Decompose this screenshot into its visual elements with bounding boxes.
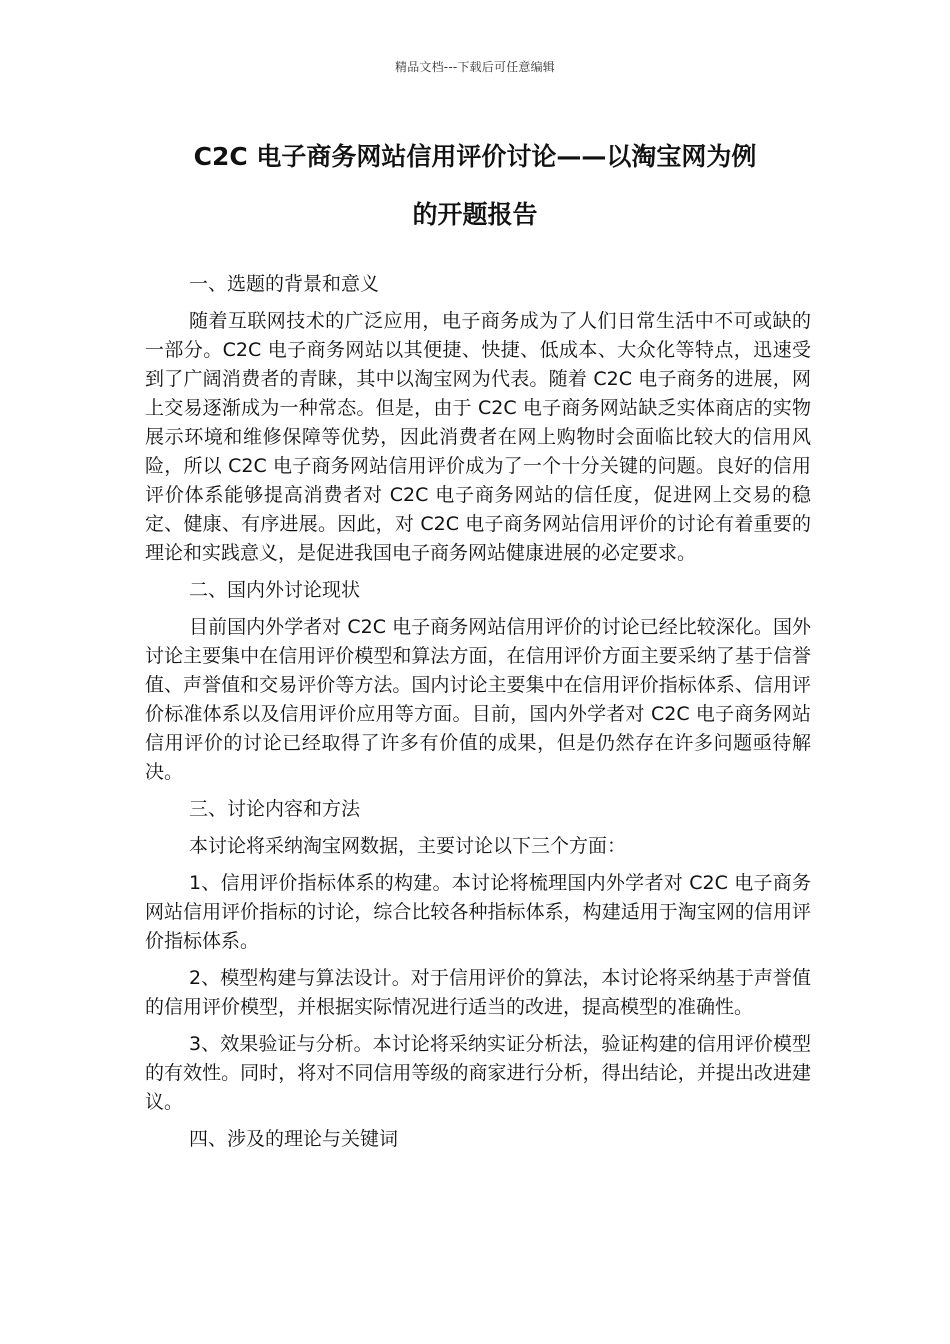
title-line-2: 的开题报告 — [412, 200, 538, 229]
section-heading-content-methods: 三、讨论内容和方法 — [189, 798, 361, 820]
paragraph-content-item-1: 1、信用评价指标体系的构建。本讨论将梳理国内外学者对 C2C 电子商务网站信用评价指标的讨论，综合比较各种指标体系，构建适用于淘宝网的信用评价指标体系。 — [145, 872, 811, 952]
paragraph-research-status: 目前国内外学者对 C2C 电子商务网站信用评价的讨论已经比较深化。国外讨论主要集中在信用评价模型和算法方面，在信用评价方面主要采纳了基于信誉值、声誉值和交易评价等方法。国内讨论主要集中在信用评价指标体系、信用评价标准体系以及信用评价应用等方面。目前，国内外学者对 C2C 电子商务网站信用评价的讨论已经取得了许多有价值的成果，但是仍然存在许多问题亟待解决。 — [145, 616, 811, 783]
header-note: 精品文档---下载后可任意编辑 — [395, 60, 555, 74]
section-heading-research-status: 二、国内外讨论现状 — [189, 579, 361, 601]
paragraph-content-intro: 本讨论将采纳淘宝网数据，主要讨论以下三个方面： — [189, 835, 627, 857]
paragraph-content-item-2: 2、模型构建与算法设计。对于信用评价的算法，本讨论将采纳基于声誉值的信用评价模型，并根据实际情况进行适当的改进，提高模型的准确性。 — [145, 967, 811, 1018]
title-line-1: C2C 电子商务网站信用评价讨论——以淘宝网为例 — [193, 142, 757, 171]
document-body — [145, 270, 811, 1162]
paragraph-content-item-3: 3、效果验证与分析。本讨论将采纳实证分析法，验证构建的信用评价模型的有效性。同时，将对不同信用等级的商家进行分析，得出结论，并提出改进建议。 — [145, 1033, 811, 1113]
section-heading-theory-keywords: 四、涉及的理论与关键词 — [189, 1128, 399, 1150]
section-heading-background: 一、选题的背景和意义 — [189, 273, 380, 295]
document-title — [120, 128, 830, 244]
paragraph-background: 随着互联网技术的广泛应用，电子商务成为了人们日常生活中不可或缺的一部分。C2C 电子商务网站以其便捷、快捷、低成本、大众化等特点，迅速受到了广阔消费者的青睐，其中以淘宝网为代表。随着 C2C 电子商务的进展，网上交易逐渐成为一种常态。但是，由于 C2C 电子商务网站缺乏实体商店的实物展示环境和维修保障等优势，因此消费者在网上购物时会面临比较大的信用风险，所以 C2C 电子商务网站信用评价成为了一个十分关键的问题。良好的信用评价体系能够提高消费者对 C2C 电子商务网站的信任度，促进网上交易的稳定、健康、有序进展。因此，对 C2C 电子商务网站信用评价的讨论有着重要的理论和实践意义，是促进我国电子商务网站健康进展的必定要求。 — [145, 310, 811, 564]
